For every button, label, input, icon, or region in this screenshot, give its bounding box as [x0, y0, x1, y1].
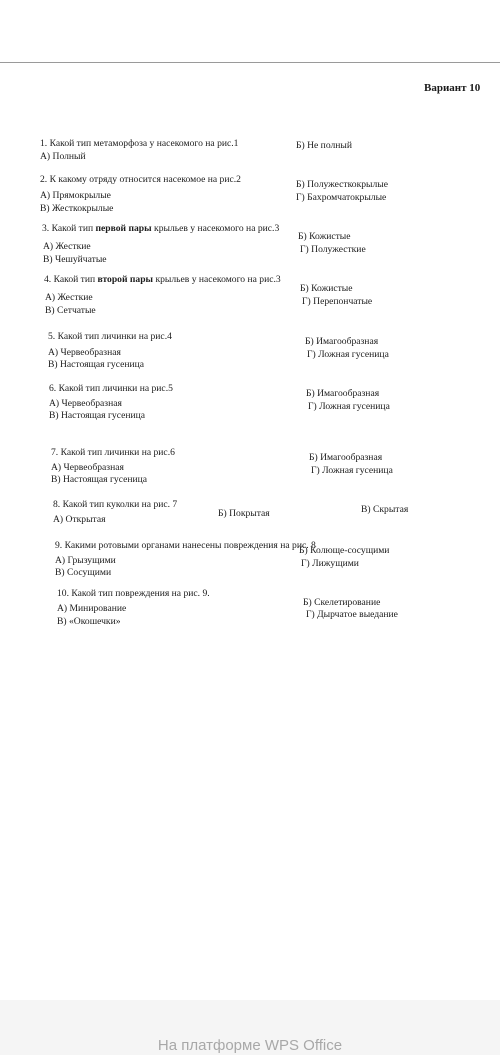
question-text-bold: второй пары [97, 274, 154, 285]
answer-a: А) Червеобразная [51, 462, 124, 473]
answer-d: Г) Ложная гусеница [308, 401, 390, 412]
question-text-bold: первой пары [95, 223, 152, 234]
answer-d: Г) Бахромчатокрылые [296, 192, 387, 203]
answer-c: В) Скрытая [361, 504, 409, 515]
answer-b: Б) Колюще-сосущими [299, 545, 390, 556]
question-8-text [53, 499, 177, 510]
question-7-text [51, 447, 175, 458]
question-number: 10. [57, 588, 69, 599]
answer-a: А) Открытая [53, 514, 106, 525]
answer-d: Г) Дырчатое выедание [306, 609, 398, 620]
question-number: 3. [42, 223, 50, 234]
answer-d: Г) Лижущими [301, 558, 359, 569]
answer-c: В) Жесткокрылые [40, 203, 114, 214]
question-text: Какой тип повреждения на рис. 9. [71, 588, 210, 599]
answer-b: Б) Имагообразная [306, 388, 380, 399]
answer-d: Г) Ложная гусеница [307, 349, 389, 360]
question-number: 8. [53, 499, 61, 510]
question-4-text [44, 274, 281, 285]
answer-c: В) Настоящая гусеница [49, 410, 146, 421]
answer-a: А) Жесткие [45, 292, 93, 303]
answer-c: В) Сетчатые [45, 305, 96, 316]
answer-d: Г) Ложная гусеница [311, 465, 393, 476]
question-text-post: крыльев у насекомого на рис.3 [153, 274, 281, 285]
question-number: 7. [51, 447, 59, 458]
top-divider [0, 62, 500, 63]
question-1-text [40, 138, 238, 149]
answer-b: Б) Покрытая [218, 508, 270, 519]
answer-c: В) Чешуйчатые [43, 254, 107, 265]
answer-c: В) Настоящая гусеница [51, 474, 148, 485]
answer-d: Г) Перепончатые [302, 296, 373, 307]
question-6-text [49, 383, 173, 394]
footer-watermark: На платформе WPS Office [157, 1037, 343, 1054]
answer-a: А) Прямокрылые [40, 190, 111, 201]
answer-b: Б) Полужесткокрылые [296, 179, 388, 190]
question-number: 6. [49, 383, 57, 394]
question-3-text [42, 223, 279, 234]
answer-c: В) «Окошечки» [57, 616, 121, 627]
question-text: Какой тип метаморфоза у насекомого на рис.1 [49, 138, 239, 149]
question-text: Какой тип куколки на рис. 7 [62, 499, 178, 510]
answer-b: Б) Кожистые [300, 283, 353, 294]
question-2-text [40, 174, 241, 185]
answer-a: А) Червеобразная [48, 347, 121, 358]
answer-c: В) Сосущими [55, 567, 112, 578]
variant-label: Вариант 10 [424, 82, 481, 94]
answer-b: Б) Не полный [296, 140, 352, 151]
answer-a: А) Червеобразная [49, 398, 122, 409]
question-text-post: крыльев у насекомого на рис.3 [151, 223, 280, 234]
answer-d: Г) Полужесткие [300, 244, 366, 255]
question-text: Какой тип личинки на рис.6 [60, 447, 175, 458]
question-number: 4. [44, 274, 52, 285]
answer-a: А) Жесткие [43, 241, 91, 252]
question-text-pre: Какой тип [51, 223, 96, 234]
answer-a: А) Грызущими [55, 555, 116, 566]
question-text: Какой тип личинки на рис.4 [57, 331, 172, 342]
question-text: Какими ротовыми органами нанесены повреждения на рис. 8 [64, 540, 316, 551]
question-number: 9. [55, 540, 63, 551]
answer-a: А) Полный [40, 151, 86, 162]
question-number: 1. [40, 138, 48, 149]
question-10-text [57, 588, 210, 599]
question-5-text [48, 331, 172, 342]
answer-b: Б) Имагообразная [305, 336, 379, 347]
question-number: 2. [40, 174, 48, 185]
question-number: 5. [48, 331, 56, 342]
answer-c: В) Настоящая гусеница [48, 359, 145, 370]
answer-b: Б) Скелетирование [303, 597, 381, 608]
question-9-text [55, 540, 316, 551]
answer-b: Б) Имагообразная [309, 452, 383, 463]
answer-b: Б) Кожистые [298, 231, 351, 242]
question-text-pre: Какой тип [53, 274, 98, 285]
question-text: Какой тип личинки на рис.5 [58, 383, 173, 394]
answer-a: А) Минирование [57, 603, 127, 614]
question-text: К какому отряду относится насекомое на рис.2 [49, 174, 241, 185]
